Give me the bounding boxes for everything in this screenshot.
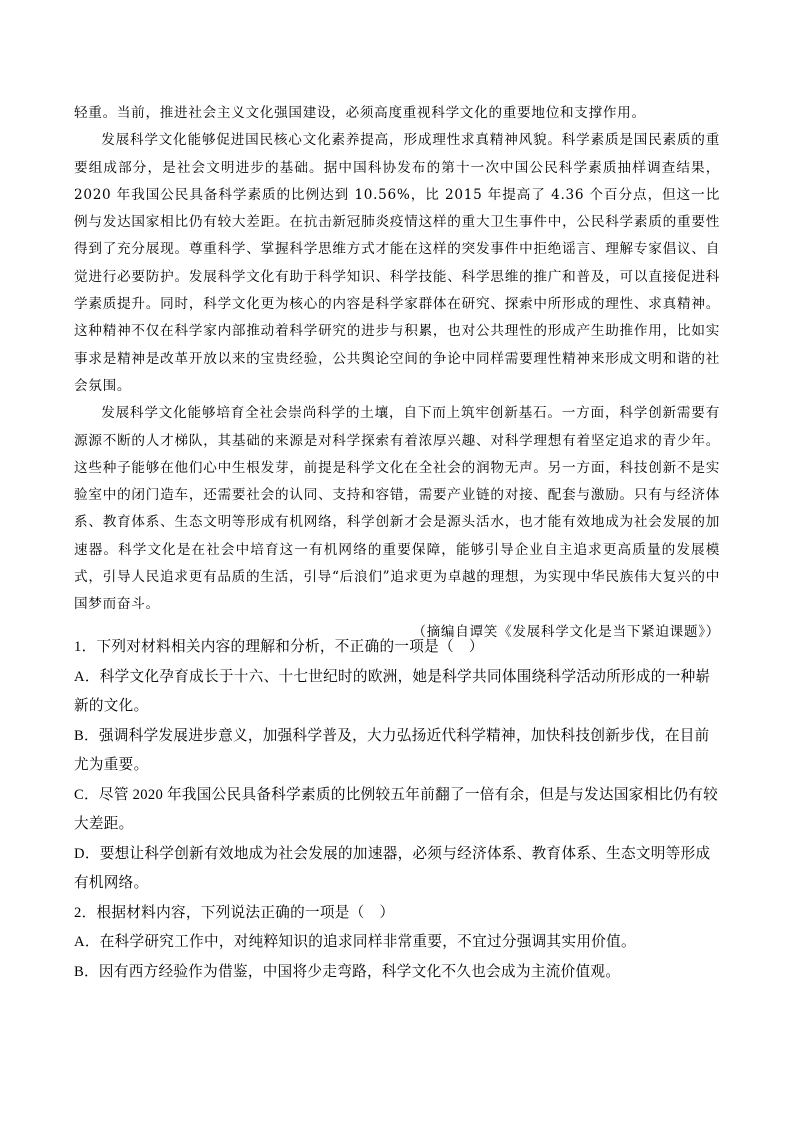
answer-option-c: C．尽管 2020 年我国公民具备科学素质的比例较五年前翻了一倍有余，但是与发达国家相比仍有较大差距。 [74, 786, 719, 832]
question-stem: 1．下列对材料相关内容的理解和分析，不正确的一项是（ ） [74, 639, 484, 655]
reading-passage [74, 100, 720, 646]
passage-paragraph-3: 发展科学文化能够培育全社会崇尚科学的土壤，自下而上筑牢创新基石。一方面，科学创新需要有源源不断的人才梯队，其基础的来源是对科学探索有着浓厚兴趣、对科学理想有着坚定追求的青少年。这些种子能够在他们心中生根发芽，前提是科学文化在全社会的润物无声。另一方面，科技创新不是实验室中的闭门造车，还需要社会的认同、支持和容错，需要产业链的对接、配套与激励。只有与经济体系、教育体系、生态文明等形成有机网络，科学创新才会是源头活水，也才能有效地成为社会发展的加速器。科学文化是在社会中培育这一有机网络的重要保障，能够引导企业自主追求更高质量的发展模式，引导人民追求更有品质的生活，引导“后浪们”追求更为卓越的理想，为实现中华民族伟大复兴的中国梦而奋斗。 [74, 405, 720, 613]
answer-option-a: A．科学文化孕育成长于十六、十七世纪时的欧洲，她是科学共同体围绕科学活动所形成的一种崭新的文化。 [74, 668, 711, 714]
answer-option-b: B．强调科学发展进步意义，加强科学普及，大力弘扬近代科学精神，加快科技创新步伐，在目前尤为重要。 [74, 727, 710, 773]
question-list [74, 633, 720, 987]
answer-option-a: A．在科学研究工作中，对纯粹知识的追求同样非常重要，不宜过分强调其实用价值。 [74, 934, 636, 950]
answer-option-b: B．因有西方经验作为借鉴，中国将少走弯路，科学文化不久也会成为主流价值观。 [74, 963, 621, 980]
passage-paragraph-2: 发展科学文化能够促进国民核心文化素养提高，形成理性求真精神风貌。科学素质是国民素质的重要组成部分，是社会文明进步的基础。据中国科协发布的第十一次中国公民科学素质抽样调查结果，2020 年我国公民具备科学素质的比例达到 10.56%，比 2015 年提高了 4.36 个百分点，但这一比例与发达国家相比仍有较大差距。在抗击新冠肺炎疫情这样的重大卫生事件中，公民科学素质的重要性得到了充分展现。尊重科学、掌握科学思维方式才能在这样的突发事件中拒绝谣言、理解专家倡议、自觉进行必要防护。发展科学文化有助于科学知识、科学技能、科学思维的推广和普及，可以直接促进科学素质提升。同时，科学文化更为核心的内容是科学家群体在研究、探索中所形成的理性、求真精神。这种精神不仅在科学家内部推动着科学研究的进步与积累，也对公共理性的形成产生助推作用，比如实事求是精神是改革开放以来的宝贵经验，公共舆论空间的争论中同样需要理性精神来形成文明和谐的社会氛围。 [74, 132, 720, 394]
passage-paragraph-1: 轻重。当前，推进社会主义文化强国建设，必须高度重视科学文化的重要地位和支撑作用。 [74, 105, 646, 121]
passage-source-citation: （摘编自谭笑《发展科学文化是当下紧迫课题》） [412, 623, 720, 640]
question-1 [74, 633, 720, 899]
answer-option-d: D．要想让科学创新有效地成为社会发展的加速器，必须与经济体系、教育体系、生态文明等形成有机网络。 [74, 845, 711, 891]
question-2 [74, 899, 720, 988]
question-stem: 2．根据材料内容，下列说法正确的一项是（ ） [74, 904, 395, 921]
